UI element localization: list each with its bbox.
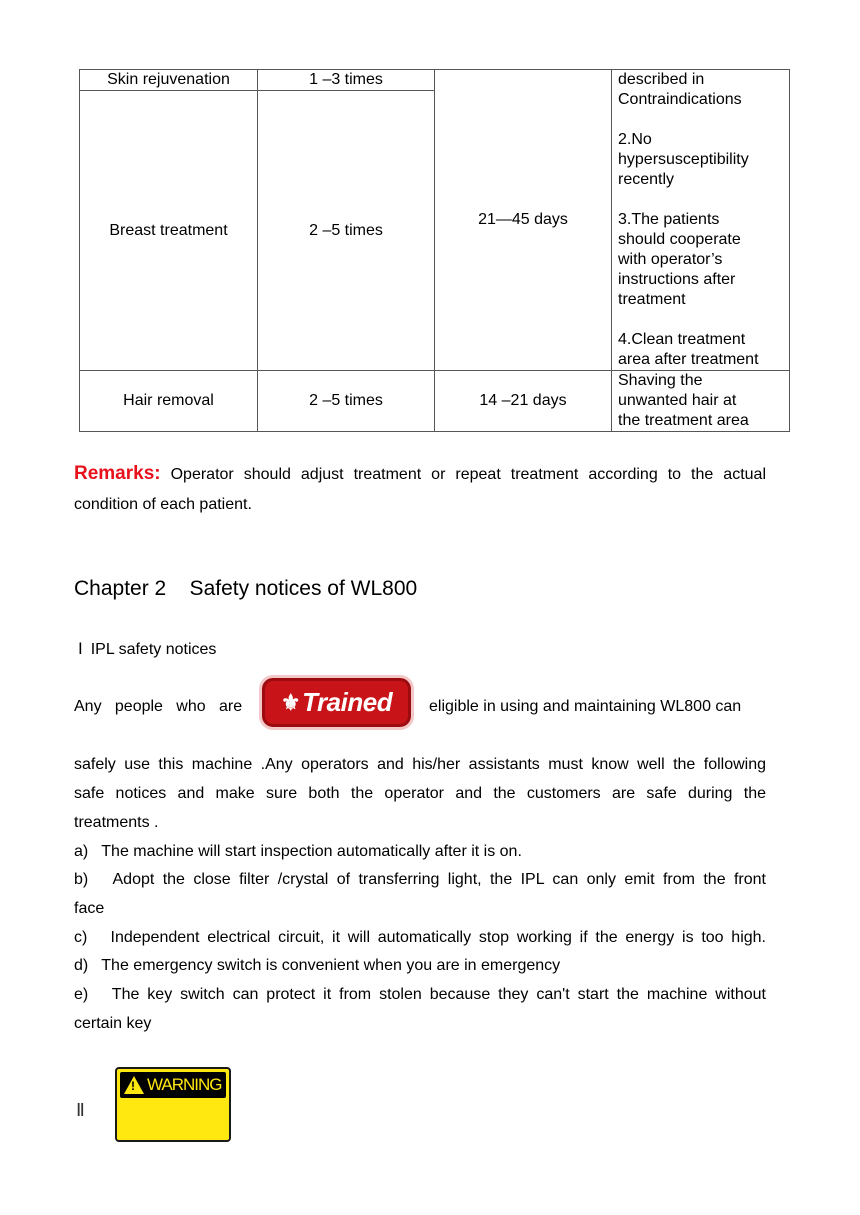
warning-text: WARNING [147, 1075, 222, 1094]
table-row [80, 371, 790, 432]
warning-triangle-icon: ! [124, 1076, 144, 1094]
list-item-continued: certain key [74, 1015, 152, 1032]
treatment-name-cell: Breast treatment [80, 91, 258, 371]
list-item-continued: face [74, 900, 105, 917]
remarks-text: Operator should adjust treatment or repeat treatment according to the actual [160, 466, 766, 483]
table-row [80, 70, 790, 91]
intro-line: safe notices and make sure both the operator and the customers are safe during the [74, 785, 766, 802]
section-number: Ⅰ [78, 641, 83, 658]
treatment-name-cell: Skin rejuvenation [80, 70, 258, 91]
chapter-heading: Chapter 2 Safety notices of WL800 [74, 577, 418, 600]
treatment-table [79, 69, 790, 432]
list-item: d) The emergency switch is convenient when you are in emergency [74, 957, 561, 974]
treatment-interval-cell: 21—45 days [435, 70, 612, 371]
remarks-label: Remarks: [74, 463, 161, 484]
list-item: c) Independent electrical circuit, it will automatically stop working if the energy is too high. [74, 929, 766, 946]
section-heading [78, 639, 216, 659]
intro-line: treatments . [74, 814, 159, 831]
treatment-notes-cell: Shaving the unwanted hair at the treatment area [612, 371, 790, 432]
remarks-line-2: condition of each patient. [74, 496, 252, 513]
intro-after-badge: eligible in using and maintaining WL800 can [429, 698, 742, 715]
trained-badge [259, 675, 414, 730]
remarks-line-1 [74, 463, 766, 485]
fleur-de-lis-icon: ⚜ [280, 689, 301, 715]
treatment-notes-cell: described in Contraindications 2.No hypersusceptibility recently 3.The patients should cooperate with operator’s instructions after treatment 4.Clean treatment area after treatment [612, 70, 790, 371]
warning-sign [115, 1067, 231, 1142]
warning-bar [120, 1072, 226, 1098]
list-item: b) Adopt the close filter /crystal of transferring light, the IPL can only emit from the front [74, 871, 766, 888]
badge-text: Trained [302, 687, 393, 717]
treatment-times-cell: 2 –5 times [258, 91, 435, 371]
intro-line: safely use this machine .Any operators and his/her assistants must know well the following [74, 756, 766, 773]
section-title: IPL safety notices [90, 641, 217, 658]
treatment-times-cell: 1 –3 times [258, 70, 435, 91]
treatment-times-cell: 2 –5 times [258, 371, 435, 432]
intro-before-badge: Any people who are [74, 698, 243, 715]
list-item: e) The key switch can protect it from stolen because they can't start the machine without [74, 986, 766, 1003]
section-number: Ⅱ [76, 1100, 85, 1120]
list-item: a) The machine will start inspection automatically after it is on. [74, 843, 522, 860]
treatment-interval-cell: 14 –21 days [435, 371, 612, 432]
treatment-name-cell: Hair removal [80, 371, 258, 432]
